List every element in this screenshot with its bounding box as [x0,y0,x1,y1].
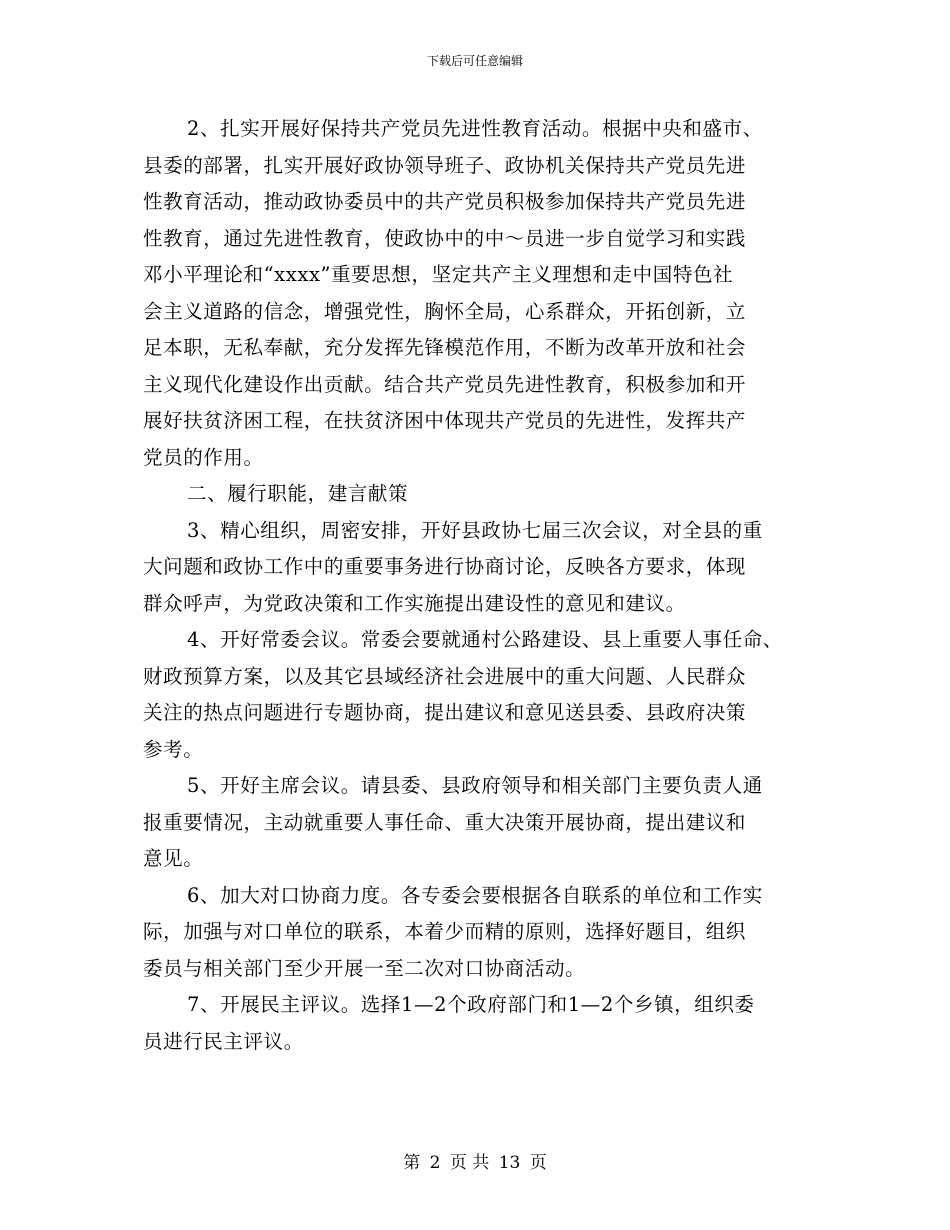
heading-text: 二、履行职能，建言献策 [187,482,409,505]
paragraph-2 [143,111,811,476]
text-line: 群众呼声，为党政决策和工作实施提出建设性的意见和建议。 [143,591,686,615]
text-line: 报重要情况，主动就重要人事任命、重大决策开展协商，提出建议和 [143,810,747,834]
text-line: 邓小平理论和“xxxx”重要思想，坚定共产主义理想和走中国特色社 [143,263,734,286]
text-line: 足本职，无私奉献，充分发挥先锋模范作用，不断为改革开放和社会 [143,336,747,359]
text-line: 会主义道路的信念，增强党性，胸怀全局，心系群众，开拓创新，立 [143,299,747,323]
footer-prefix: 第 [403,1153,421,1173]
text-line: 4、开好常委会议。常委会要就通村公路建设、县上重要人事任命、 [187,628,783,651]
text-line: 员进行民主评议。 [143,1029,304,1053]
text-line: 意见。 [143,847,204,870]
text-line: 7、开展民主评议。选择1—2个政府部门和1—2个乡镇，组织委 [187,993,755,1016]
paragraph-6 [143,878,811,988]
paragraph-5 [143,768,811,878]
text-line: 县委的部署，扎实开展好政协领导班子、政协机关保持共产党员先进 [143,153,747,177]
text-line: 展好扶贫济困工程，在扶贫济困中体现共产党员的先进性，发挥共产 [143,409,747,432]
text-line: 关注的热点问题进行专题协商，提出建议和意见送县委、县政府决策 [143,701,747,724]
text-line: 委员与相关部门至少开展一至二次对口协商活动。 [143,956,586,980]
paragraph-4 [143,622,811,768]
text-line: 财政预算方案，以及其它县域经济社会进展中的重大问题、人民群众 [143,664,747,688]
footer-suffix: 页 [529,1153,547,1173]
current-page-number: 2 [429,1153,441,1173]
text-line: 参考。 [143,737,204,761]
text-line: 党员的作用。 [143,445,264,469]
paragraph-7 [143,987,811,1060]
total-page-count: 13 [498,1153,521,1173]
footer-middle: 页 共 [449,1153,490,1173]
text-line: 大问题和政协工作中的重要事务进行协商讨论，反映各方要求，体现 [143,555,747,578]
page-header: 下载后可任意编辑 [426,54,523,68]
page-footer [0,1153,950,1173]
text-line: 3、精心组织，周密安排，开好县政协七届三次会议，对全县的重 [187,518,763,542]
section-heading [143,476,811,513]
text-line: 性教育活动，推动政协委员中的共产党员积极参加保持共产党员先进 [143,190,747,213]
document-body [143,111,811,1060]
paragraph-3 [143,513,811,623]
text-line: 2、扎实开展好保持共产党员先进性教育活动。根据中央和盛市、 [187,117,763,140]
text-line: 6、加大对口协商力度。各专委会要根据各自联系的单位和工作实 [187,883,763,907]
text-line: 5、开好主席会议。请县委、县政府领导和相关部门主要负责人通 [187,774,763,797]
text-line: 主义现代化建设作出贡献。结合共产党员先进性教育，积极参加和开 [143,372,747,396]
text-line: 际，加强与对口单位的联系，本着少而精的原则，选择好题目，组织 [143,920,747,943]
text-line: 性教育，通过先进性教育，使政协中的中～员进一步自觉学习和实践 [143,226,747,250]
